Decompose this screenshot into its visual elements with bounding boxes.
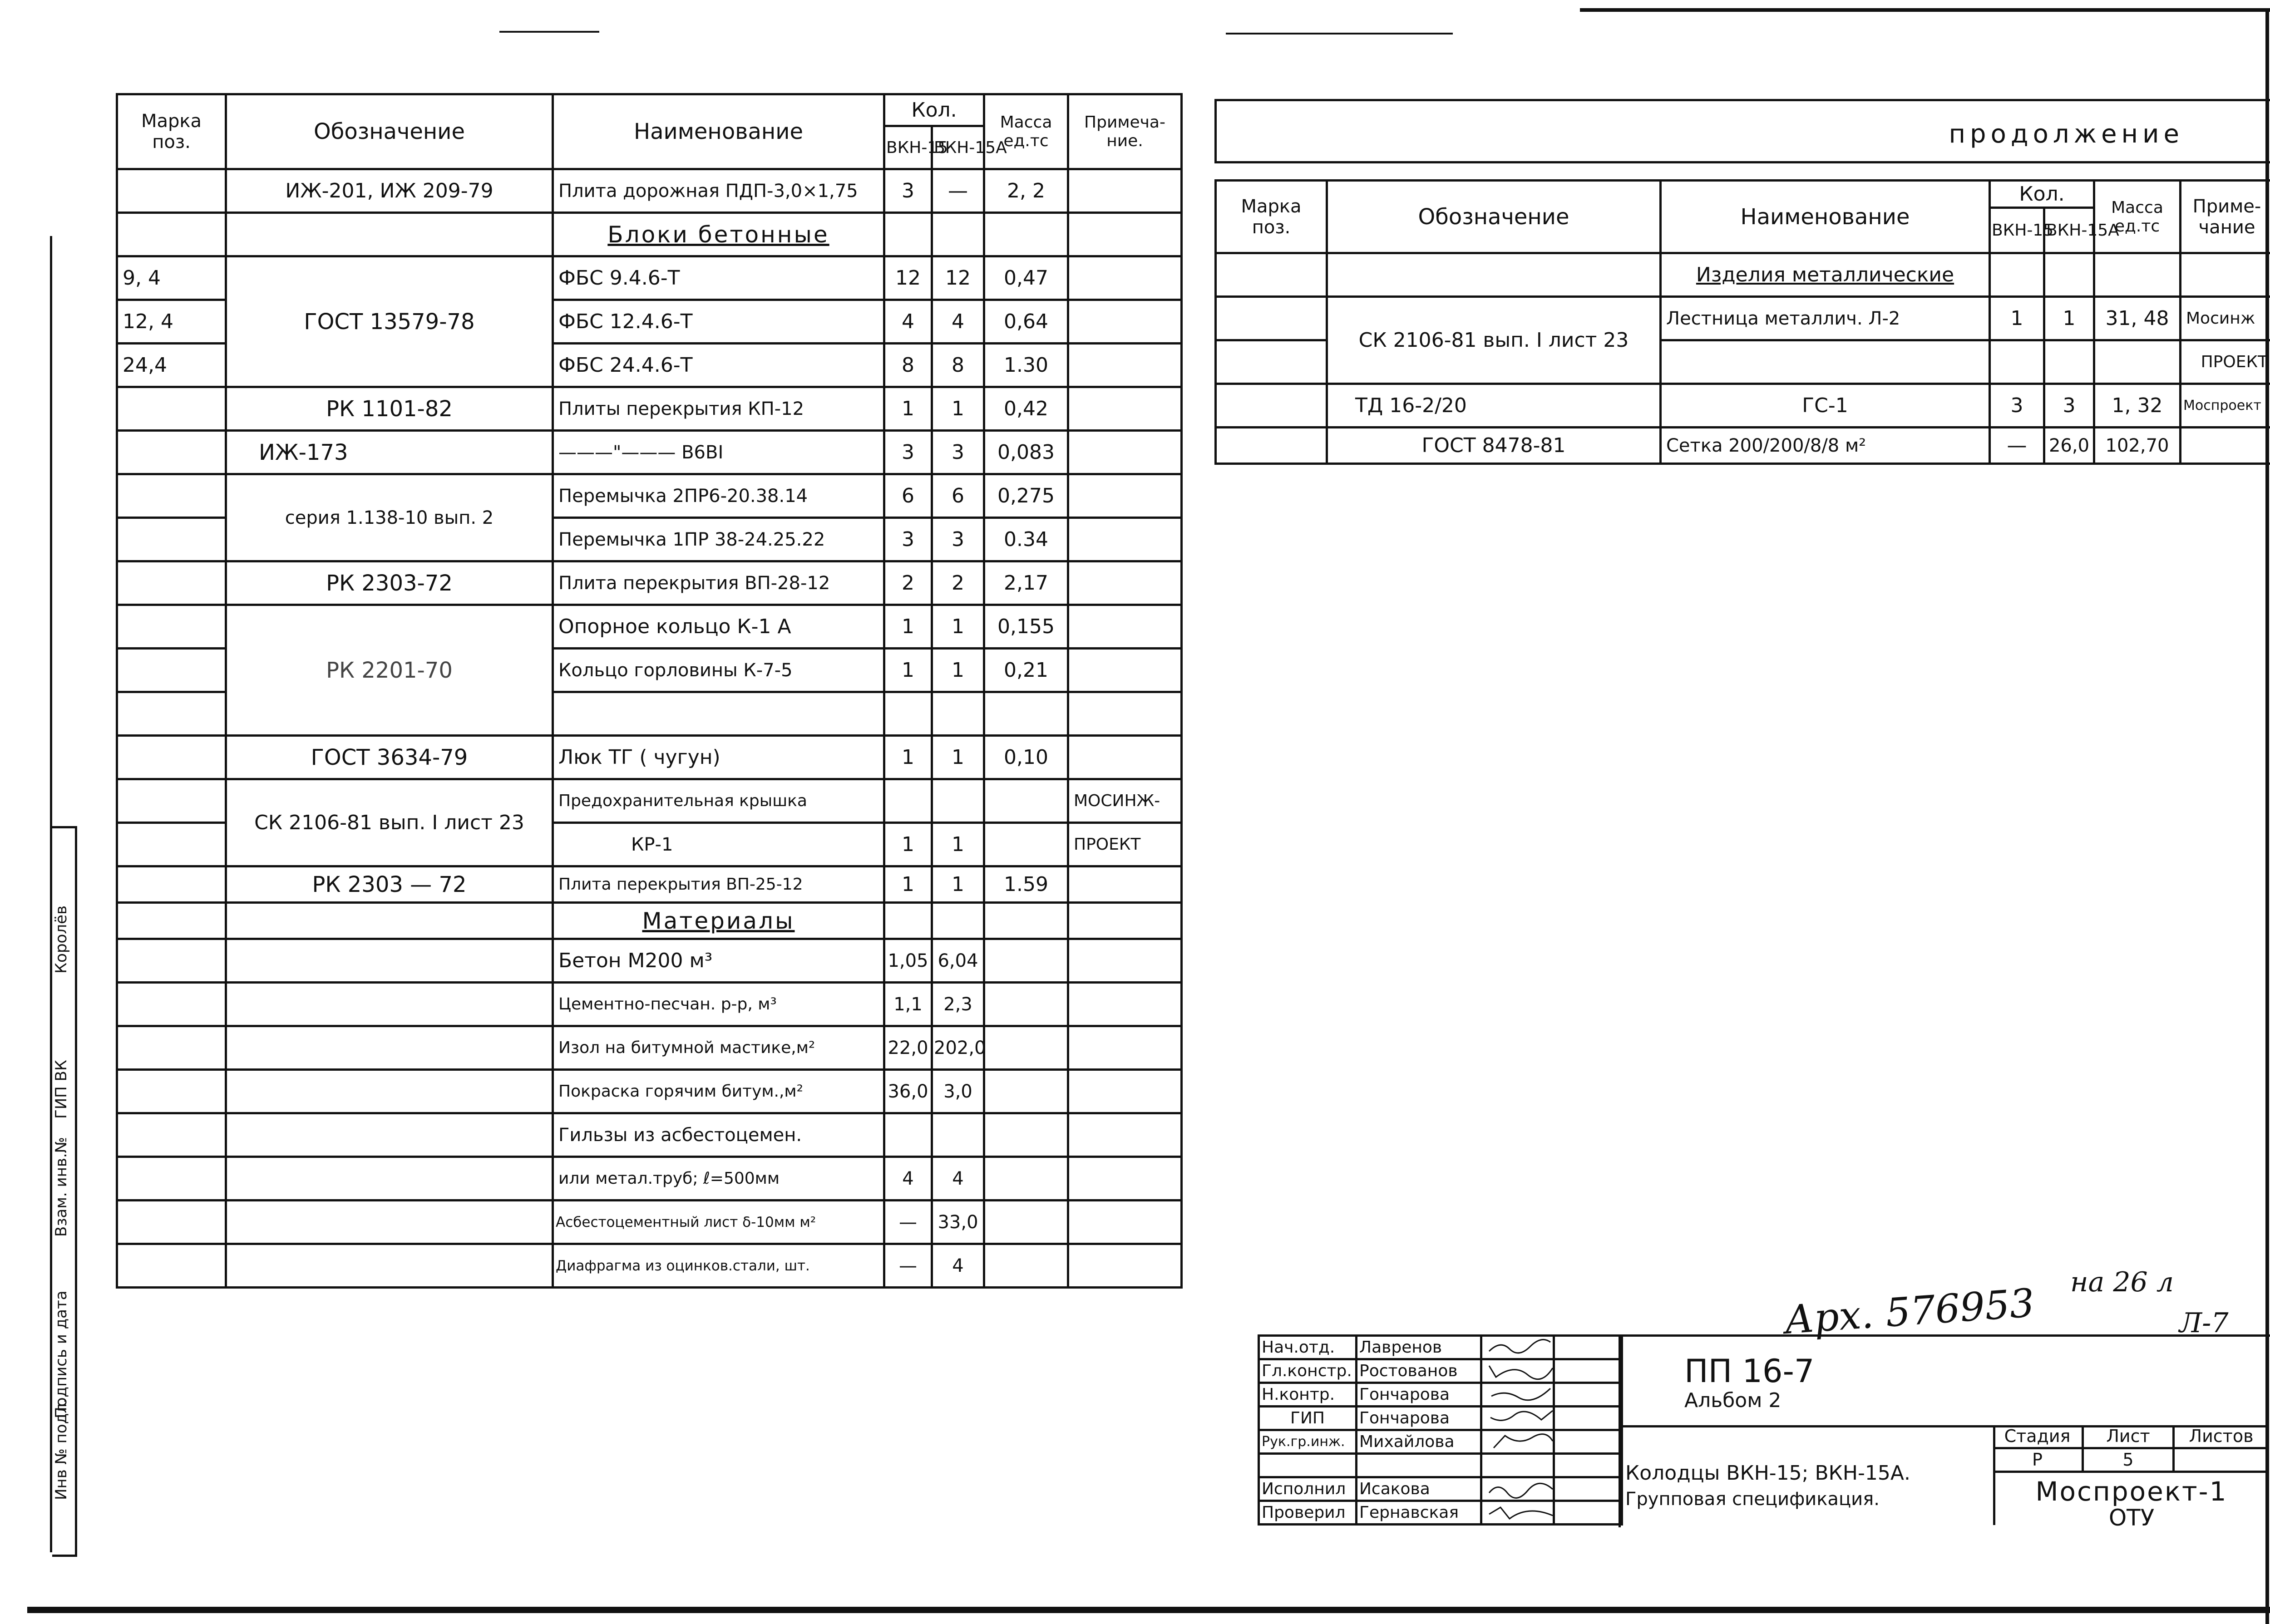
cell-naimenovanie: ———"——— В6ВI — [553, 431, 884, 474]
cell-oboznachenie: РК 2303 — 72 — [226, 866, 553, 903]
album: Альбом 2 — [1684, 1389, 1781, 1412]
table-row — [117, 939, 1182, 983]
cell-kol-vkn15a: — — [932, 169, 984, 213]
cell-naimenovanie: Гильзы из асбестоцемен. — [553, 1113, 884, 1157]
cell-massa — [984, 1244, 1068, 1288]
signature-icon — [1481, 1477, 1554, 1501]
side-stamp — [52, 826, 77, 1557]
cell-oboznachenie: ИЖ-173 — [226, 431, 553, 474]
cell-massa: 0.34 — [984, 518, 1068, 561]
cell-kol-vkn15a: 2,3 — [932, 983, 984, 1026]
staff-role: Рук.гр.инж. — [1259, 1430, 1357, 1454]
staff-role: ГИП — [1259, 1407, 1357, 1430]
cell-primechanie: Мосинж — [2181, 297, 2270, 340]
cell-kol-vkn15: 1,1 — [884, 983, 932, 1026]
side-stamp-vzam-inv: Взам. инв.№ — [52, 1137, 70, 1237]
org-line2: ОТУ — [1995, 1505, 2268, 1531]
cell-naimenovanie: Предохранительная крышка — [553, 779, 884, 823]
signature-icon — [1481, 1383, 1554, 1407]
cell-marka — [117, 518, 226, 561]
cell-kol-vkn15a: 3,0 — [932, 1070, 984, 1113]
cell-marka — [117, 823, 226, 866]
staff-name: Исакова — [1357, 1477, 1481, 1501]
cell-primechanie — [1068, 474, 1182, 518]
cell-massa: 1, 32 — [2094, 384, 2181, 428]
side-stamp-inv-podl: Инв № подл. — [52, 1398, 70, 1500]
cell-naimenovanie: или метал.труб; ℓ=500мм — [553, 1157, 884, 1201]
section-heading-row — [117, 903, 1182, 939]
cell-naimenovanie: Люк ТГ ( чугун) — [553, 736, 884, 779]
cell-marka — [117, 649, 226, 692]
cell-kol-vkn15a: 1 — [932, 387, 984, 431]
left-spec-body — [117, 169, 1182, 1288]
table-row — [117, 1244, 1182, 1288]
cell-massa — [984, 983, 1068, 1026]
cell-massa — [984, 1113, 1068, 1157]
cell-kol-vkn15: — — [884, 1244, 932, 1288]
cell-massa: 0,47 — [984, 256, 1068, 300]
cell-kol-vkn15: 3 — [1990, 384, 2044, 428]
cell-marka: 9, 4 — [117, 256, 226, 300]
cell-primechanie — [1068, 256, 1182, 300]
cell-kol-vkn15a: 1 — [932, 736, 984, 779]
cell-kol-vkn15a — [932, 692, 984, 736]
table-row — [117, 431, 1182, 474]
title-block — [1258, 1334, 2270, 1552]
cell-massa: 0,64 — [984, 300, 1068, 344]
table-row — [117, 983, 1182, 1026]
cell-kol-vkn15: 1 — [884, 387, 932, 431]
sheet-value: 5 — [2084, 1450, 2172, 1470]
cell-kol-vkn15a: 1 — [2044, 297, 2094, 340]
cell-kol-vkn15a: 1 — [932, 605, 984, 649]
cell-naimenovanie: Плита дорожная ПДП-3,0×1,75 — [553, 169, 884, 213]
side-stamp-name: Королёв — [52, 906, 70, 974]
cell-massa — [984, 939, 1068, 983]
staff-row — [1259, 1501, 1622, 1525]
cell-primechanie — [1068, 518, 1182, 561]
cell-primechanie — [1068, 169, 1182, 213]
org-line1: Моспроект-1 — [1995, 1476, 2268, 1507]
top-line-2 — [1226, 33, 1453, 34]
cell-naimenovanie: ФБС 12.4.6-Т — [553, 300, 884, 344]
cell-oboznachenie: ГОСТ 3634-79 — [226, 736, 553, 779]
cell-kol-vkn15 — [884, 692, 932, 736]
staff-name: Ростованов — [1357, 1359, 1481, 1383]
cell-naimenovanie: Бетон М200 м³ — [553, 939, 884, 983]
col-vkn15a: ВКН-15А — [2044, 208, 2094, 253]
cell-massa: 0,275 — [984, 474, 1068, 518]
cell-kol-vkn15a: 1 — [932, 866, 984, 903]
staff-row — [1259, 1454, 1622, 1477]
col-naimenovanie: Наименование — [553, 94, 884, 169]
cell-massa: 0,10 — [984, 736, 1068, 779]
cell-marka — [117, 779, 226, 823]
table-row — [1216, 384, 2270, 428]
cell-oboznachenie: ИЖ-201, ИЖ 209-79 — [226, 169, 553, 213]
signature-icon — [1481, 1407, 1554, 1430]
cell-primechanie: ПРОЕКТ — [2181, 340, 2270, 384]
cell-naimenovanie: Кольцо горловины К-7-5 — [553, 649, 884, 692]
staff-name: Лавренов — [1357, 1336, 1481, 1359]
cell-kol-vkn15: 22,0 — [884, 1026, 932, 1070]
cell-kol-vkn15: 4 — [884, 300, 932, 344]
cell-marka — [117, 387, 226, 431]
doc-code: ПП 16-7 — [1684, 1353, 1814, 1390]
side-stamp-gip-vk: ГИП ВК — [52, 1060, 70, 1119]
cell-naimenovanie: Перемычка 2ПР6-20.38.14 — [553, 474, 884, 518]
cell-kol-vkn15 — [884, 779, 932, 823]
cell-naimenovanie: Диафрагма из оцинков.стали, шт. — [553, 1244, 884, 1288]
cell-primechanie — [1068, 866, 1182, 903]
cell-kol-vkn15a: 3 — [932, 518, 984, 561]
top-border — [1580, 8, 2270, 12]
cell-massa: 0,42 — [984, 387, 1068, 431]
cell-naimenovanie: Асбестоцементный лист δ-10мм м² — [553, 1201, 884, 1244]
col-marka: Марка поз. — [1216, 181, 1327, 253]
sheet-count-note: на 26 л — [2070, 1266, 2174, 1298]
section-heading-blocks: Блоки бетонные — [553, 213, 884, 256]
sheet-mark: Л-7 — [2179, 1307, 2229, 1339]
staff-row — [1259, 1359, 1622, 1383]
table-row — [117, 474, 1182, 518]
cell-naimenovanie: Опорное кольцо К-1 А — [553, 605, 884, 649]
cell-marka: 12, 4 — [117, 300, 226, 344]
staff-row — [1259, 1336, 1622, 1359]
cell-primechanie — [1068, 300, 1182, 344]
staff-name: Михайлова — [1357, 1430, 1481, 1454]
col-kol: Кол. — [884, 94, 984, 126]
col-massa: Масса ед.тс — [984, 94, 1068, 169]
cell-kol-vkn15: 1 — [884, 866, 932, 903]
staff-role: Н.контр. — [1259, 1383, 1357, 1407]
cell-massa — [984, 1201, 1068, 1244]
cell-oboznachenie: СК 2106-81 вып. I лист 23 — [226, 779, 553, 866]
cell-naimenovanie: Изол на битумной мастике,м² — [553, 1026, 884, 1070]
cell-naimenovanie: Цементно-песчан. р-р, м³ — [553, 983, 884, 1026]
side-stamp-signature-date: Подпись и дата — [52, 1290, 70, 1418]
cell-oboznachenie: ТД 16-2/20 — [1327, 384, 1661, 428]
cell-primechanie — [1068, 387, 1182, 431]
col-kol: Кол. — [1990, 181, 2094, 208]
cell-massa: 1.30 — [984, 344, 1068, 387]
cell-kol-vkn15a: 3 — [932, 431, 984, 474]
cell-massa: 2,17 — [984, 561, 1068, 605]
cell-oboznachenie: ГОСТ 8478-81 — [1327, 428, 1661, 464]
cell-kol-vkn15a: 202,0 — [932, 1026, 984, 1070]
right-spec-table — [1214, 179, 2270, 465]
cell-marka — [117, 866, 226, 903]
cell-marka: 24,4 — [117, 344, 226, 387]
col-vkn15a: ВКН-15А — [932, 126, 984, 169]
cell-naimenovanie: Покраска горячим битум.,м² — [553, 1070, 884, 1113]
sheet-label: Лист — [2084, 1426, 2172, 1446]
cell-oboznachenie: РК 1101-82 — [226, 387, 553, 431]
table-row — [117, 1070, 1182, 1113]
staff-role: Нач.отд. — [1259, 1336, 1357, 1359]
cell-naimenovanie: Сетка 200/200/8/8 м² — [1661, 428, 1990, 464]
table-row — [117, 1026, 1182, 1070]
cell-oboznachenie: РК 2201-70 — [226, 605, 553, 736]
stage-label: Стадия — [1993, 1426, 2082, 1446]
cell-kol-vkn15: 12 — [884, 256, 932, 300]
cell-massa: 0,21 — [984, 649, 1068, 692]
table-row — [117, 1201, 1182, 1244]
cell-massa: 0,083 — [984, 431, 1068, 474]
cell-massa — [984, 1070, 1068, 1113]
cell-primechanie — [1068, 344, 1182, 387]
cell-kol-vkn15a: 6 — [932, 474, 984, 518]
cell-kol-vkn15a: 4 — [932, 300, 984, 344]
cell-massa — [984, 779, 1068, 823]
col-primechanie: Приме-чание — [2181, 181, 2270, 253]
cell-naimenovanie: Перемычка 1ПР 38-24.25.22 — [553, 518, 884, 561]
top-line-1 — [499, 31, 599, 33]
cell-kol-vkn15a: 33,0 — [932, 1201, 984, 1244]
cell-kol-vkn15: 8 — [884, 344, 932, 387]
cell-primechanie — [1068, 692, 1182, 736]
staff-row — [1259, 1477, 1622, 1501]
col-vkn15: ВКН-15 — [1990, 208, 2044, 253]
staff-name: Гончарова — [1357, 1383, 1481, 1407]
cell-kol-vkn15: 3 — [884, 518, 932, 561]
right-spec-body — [1216, 253, 2270, 464]
cell-marka — [117, 561, 226, 605]
cell-massa — [984, 1026, 1068, 1070]
table-row — [117, 561, 1182, 605]
continuation-title: продолжение — [1949, 119, 2184, 149]
cell-kol-vkn15a — [932, 779, 984, 823]
cell-kol-vkn15a — [932, 1113, 984, 1157]
cell-kol-vkn15a: 1 — [932, 649, 984, 692]
cell-kol-vkn15: 3 — [884, 431, 932, 474]
cell-marka — [117, 474, 226, 518]
cell-kol-vkn15: 2 — [884, 561, 932, 605]
staff-role: Проверил — [1259, 1501, 1357, 1525]
section-heading-materials: Материалы — [553, 903, 884, 939]
cell-kol-vkn15: 1 — [1990, 297, 2044, 340]
stage-value: Р — [1993, 1450, 2082, 1470]
cell-primechanie — [1068, 431, 1182, 474]
col-marka: Марка поз. — [117, 94, 226, 169]
cell-kol-vkn15: 1 — [884, 605, 932, 649]
table-row — [117, 736, 1182, 779]
cell-marka — [117, 169, 226, 213]
cell-massa — [984, 823, 1068, 866]
cell-kol-vkn15: 1 — [884, 649, 932, 692]
cell-massa: 0,155 — [984, 605, 1068, 649]
table-row — [1216, 253, 2270, 297]
col-oboznachenie: Обозначение — [1327, 181, 1661, 253]
description-line2: Групповая спецификация. — [1625, 1489, 1880, 1510]
cell-marka — [117, 736, 226, 779]
cell-massa: 102,70 — [2094, 428, 2181, 464]
cell-primechanie — [1068, 736, 1182, 779]
signature-icon — [1481, 1359, 1554, 1383]
staff-role: Исполнил — [1259, 1477, 1357, 1501]
section-heading-row — [117, 213, 1182, 256]
staff-row — [1259, 1383, 1622, 1407]
col-vkn15: ВКН-15 — [884, 126, 932, 169]
cell-kol-vkn15a: 6,04 — [932, 939, 984, 983]
cell-kol-vkn15: 3 — [884, 169, 932, 213]
cell-marka — [117, 605, 226, 649]
table-row — [117, 1113, 1182, 1157]
table-row — [117, 605, 1182, 649]
cell-naimenovanie: КР-1 — [553, 823, 884, 866]
cell-massa: 31, 48 — [2094, 297, 2181, 340]
stage-grid — [1993, 1425, 2268, 1471]
staff-name: Гернавская — [1357, 1501, 1481, 1525]
table-row — [1216, 428, 2270, 464]
staff-name: Гончарова — [1357, 1407, 1481, 1430]
cell-massa — [984, 1157, 1068, 1201]
cell-naimenovanie: ФБС 24.4.6-Т — [553, 344, 884, 387]
cell-kol-vkn15a: 12 — [932, 256, 984, 300]
right-table-frame — [1214, 99, 2270, 163]
archive-number: Арх. 576953 — [1783, 1280, 2036, 1343]
sheets-label: Листов — [2175, 1426, 2268, 1446]
cell-kol-vkn15: 1,05 — [884, 939, 932, 983]
cell-naimenovanie: Лестница металлич. Л-2 — [1661, 297, 1990, 340]
cell-marka — [117, 692, 226, 736]
cell-oboznachenie: РК 2303-72 — [226, 561, 553, 605]
cell-naimenovanie — [553, 692, 884, 736]
cell-kol-vkn15: — — [1990, 428, 2044, 464]
cell-naimenovanie: Плита перекрытия ВП-25-12 — [553, 866, 884, 903]
table-row — [117, 1157, 1182, 1201]
signature-icon — [1481, 1336, 1554, 1359]
table-row — [117, 866, 1182, 903]
cell-kol-vkn15a: 3 — [2044, 384, 2094, 428]
table-row — [117, 387, 1182, 431]
cell-primechanie: МОСИНЖ- — [1068, 779, 1182, 823]
cell-naimenovanie: ФБС 9.4.6-Т — [553, 256, 884, 300]
col-massa: Масса ед.тс — [2094, 181, 2181, 253]
cell-primechanie — [1068, 605, 1182, 649]
cell-massa — [984, 692, 1068, 736]
col-oboznachenie: Обозначение — [226, 94, 553, 169]
cell-oboznachenie: серия 1.138-10 вып. 2 — [226, 474, 553, 561]
cell-kol-vkn15: 6 — [884, 474, 932, 518]
cell-kol-vkn15a: 4 — [932, 1244, 984, 1288]
section-heading-metal: Изделия металлические — [1661, 253, 1990, 297]
table-row — [117, 779, 1182, 823]
cell-primechanie — [1068, 649, 1182, 692]
staff-row — [1259, 1407, 1622, 1430]
cell-marka — [117, 431, 226, 474]
table-row — [117, 169, 1182, 213]
cell-naimenovanie: Плита перекрытия ВП-28-12 — [553, 561, 884, 605]
cell-kol-vkn15a: 8 — [932, 344, 984, 387]
cell-kol-vkn15 — [884, 1113, 932, 1157]
cell-kol-vkn15: 36,0 — [884, 1070, 932, 1113]
signature-icon — [1481, 1501, 1554, 1525]
cell-kol-vkn15: — — [884, 1201, 932, 1244]
staff-row — [1259, 1430, 1622, 1454]
cell-kol-vkn15: 1 — [884, 736, 932, 779]
cell-kol-vkn15: 1 — [884, 823, 932, 866]
cell-primechanie — [1068, 561, 1182, 605]
cell-kol-vkn15a: 1 — [932, 823, 984, 866]
cell-massa: 2, 2 — [984, 169, 1068, 213]
cell-kol-vkn15a: 4 — [932, 1157, 984, 1201]
bottom-border — [27, 1607, 2270, 1613]
description-line1: Колодцы ВКН-15; ВКН-15А. — [1625, 1462, 1910, 1485]
cell-naimenovanie: ГС-1 — [1661, 384, 1990, 428]
cell-kol-vkn15a: 2 — [932, 561, 984, 605]
table-row — [117, 256, 1182, 300]
col-primechanie: Примеча-ние. — [1068, 94, 1182, 169]
cell-naimenovanie: Плиты перекрытия КП-12 — [553, 387, 884, 431]
left-spec-table — [116, 93, 1183, 1289]
cell-primechanie: ПРОЕКТ — [1068, 823, 1182, 866]
cell-massa: 1.59 — [984, 866, 1068, 903]
staff-table — [1258, 1334, 1623, 1526]
staff-role: Гл.констр. — [1259, 1359, 1357, 1383]
signature-icon — [1481, 1430, 1554, 1454]
col-naimenovanie: Наименование — [1661, 181, 1990, 253]
cell-kol-vkn15a: 26,0 — [2044, 428, 2094, 464]
table-row — [1216, 297, 2270, 340]
cell-oboznachenie: СК 2106-81 вып. I лист 23 — [1327, 297, 1661, 384]
cell-oboznachenie: ГОСТ 13579-78 — [226, 256, 553, 387]
cell-primechanie: Моспроект — [2181, 384, 2270, 428]
cell-kol-vkn15: 4 — [884, 1157, 932, 1201]
